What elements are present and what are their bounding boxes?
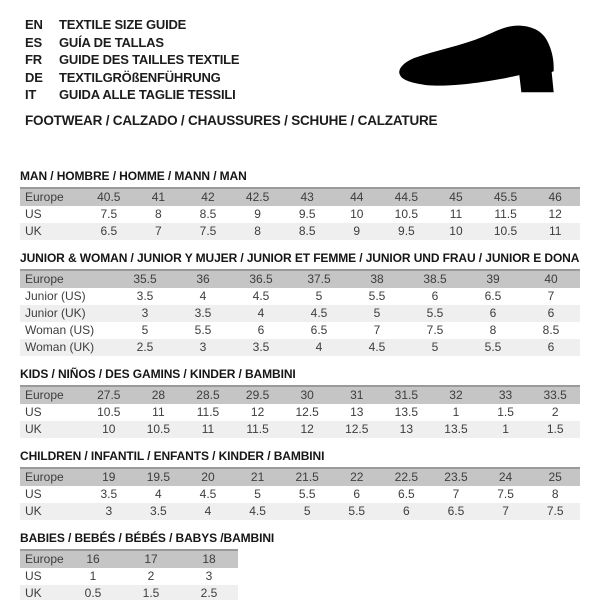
size-cell: 4 <box>199 288 207 303</box>
size-cell: 10 <box>102 421 116 436</box>
size-cell: 3 <box>105 503 113 518</box>
size-cell: 45.5 <box>493 189 518 204</box>
size-cell: 33 <box>498 387 513 402</box>
size-cell: 3 <box>199 339 207 354</box>
size-cell: 9.5 <box>398 223 415 238</box>
language-code: DE <box>25 69 43 85</box>
language-label: GUIDE DES TAILLES TEXTILE <box>59 52 240 67</box>
size-cell: 3.5 <box>194 305 212 320</box>
table-row <box>20 404 580 421</box>
size-cell: 11.5 <box>196 404 220 419</box>
row-label: Europe <box>25 469 64 484</box>
size-cell: 4 <box>204 503 212 518</box>
size-cell: 3.5 <box>252 339 270 354</box>
size-cell: 21.5 <box>295 469 319 484</box>
size-cell: 4.5 <box>199 486 217 501</box>
size-cell: 17 <box>144 551 158 566</box>
size-cell: 12.5 <box>345 421 369 436</box>
size-cell: 6.5 <box>398 486 415 501</box>
size-cell: 5.5 <box>426 305 444 320</box>
size-cell: 8.5 <box>199 206 217 221</box>
size-section-man <box>20 170 580 240</box>
size-cell: 13.5 <box>444 421 468 436</box>
size-cell: 8 <box>489 322 497 337</box>
size-cell: 10 <box>350 206 364 221</box>
size-cell: 42.5 <box>245 189 270 204</box>
size-table <box>20 187 580 240</box>
size-cell: 5.5 <box>194 322 212 337</box>
size-cell: 12.5 <box>295 404 319 419</box>
row-label: UK <box>25 421 42 436</box>
size-cell: 1.5 <box>546 421 564 436</box>
row-label: UK <box>25 223 42 238</box>
size-cell: 7.5 <box>546 503 564 518</box>
size-cell: 28.5 <box>196 387 220 402</box>
size-cell: 6 <box>353 486 361 501</box>
size-cell: 7.5 <box>497 486 514 501</box>
size-table <box>20 385 580 438</box>
table-title: BABIES / BEBÉS / BÉBÉS / BABYS /BAMBINI <box>20 530 275 545</box>
size-cell: 46 <box>548 189 562 204</box>
size-cell: 1 <box>502 421 509 436</box>
size-cell: 5 <box>431 339 439 354</box>
size-cell: 7 <box>373 322 381 337</box>
size-cell: 7.5 <box>199 223 217 238</box>
size-section-kids <box>20 368 580 438</box>
size-cell: 9 <box>254 206 261 221</box>
size-cell: 12 <box>250 404 265 419</box>
size-cell: 16 <box>86 551 100 566</box>
size-cell: 11 <box>548 223 562 238</box>
size-cell: 3 <box>205 568 213 583</box>
size-cell: 5 <box>303 503 311 518</box>
size-cell: 18 <box>202 551 216 566</box>
size-cell: 39 <box>486 271 500 286</box>
size-cell: 13 <box>350 404 364 419</box>
table-row <box>20 305 580 322</box>
size-cell: 6.5 <box>100 223 118 238</box>
table-row <box>20 322 580 339</box>
size-cell: 10.5 <box>146 421 171 436</box>
size-cell: 2.5 <box>136 339 154 354</box>
size-cell: 2 <box>147 568 155 583</box>
size-cell: 5 <box>254 486 261 501</box>
table-row <box>20 550 238 568</box>
table-row <box>20 503 580 520</box>
size-cell: 10 <box>449 223 463 238</box>
size-cell: 25 <box>548 469 562 484</box>
size-cell: 31.5 <box>394 387 419 402</box>
size-tables <box>20 170 580 600</box>
size-cell: 28 <box>151 387 166 402</box>
size-cell: 7 <box>155 223 162 238</box>
row-label: Junior (US) <box>25 288 86 303</box>
size-cell: 6 <box>547 305 555 320</box>
row-label: Woman (US) <box>25 322 95 337</box>
size-cell: 13.5 <box>394 404 419 419</box>
size-cell: 11 <box>449 206 463 221</box>
table-title: CHILDREN / INFANTIL / ENFANTS / KINDER / BAMBINI <box>20 448 325 463</box>
size-cell: 5 <box>373 305 381 320</box>
size-cell: 4 <box>257 305 265 320</box>
table-row <box>20 223 580 240</box>
size-cell: 45 <box>449 189 463 204</box>
size-cell: 20 <box>201 469 215 484</box>
size-cell: 6 <box>403 503 410 518</box>
size-cell: 36.5 <box>249 271 273 286</box>
size-cell: 7.5 <box>426 322 444 337</box>
size-cell: 5.5 <box>298 486 316 501</box>
language-code: FR <box>25 52 42 67</box>
size-cell: 38.5 <box>423 271 447 286</box>
size-cell: 2.5 <box>200 585 218 600</box>
table-row <box>20 568 238 585</box>
table-title: JUNIOR & WOMAN / JUNIOR Y MUJER / JUNIOR ET FEMME / JUNIOR UND FRAU / JUNIOR E DONA <box>20 250 580 265</box>
size-section-children <box>20 450 580 520</box>
size-cell: 22 <box>350 469 364 484</box>
size-cell: 11 <box>201 421 215 436</box>
size-cell: 6 <box>257 322 265 337</box>
size-cell: 7 <box>452 486 460 501</box>
size-cell: 6.5 <box>447 503 465 518</box>
size-cell: 3.5 <box>150 503 167 518</box>
size-cell: 5.5 <box>484 339 502 354</box>
size-cell: 4.5 <box>252 288 270 303</box>
size-cell: 32 <box>449 387 463 402</box>
size-cell: 30 <box>300 387 314 402</box>
size-table <box>20 549 238 600</box>
size-cell: 9.5 <box>298 206 316 221</box>
size-cell: 36 <box>196 271 210 286</box>
size-cell: 10.5 <box>97 404 121 419</box>
size-cell: 10.5 <box>493 223 518 238</box>
size-cell: 7 <box>502 503 509 518</box>
size-table <box>20 467 580 520</box>
language-code: ES <box>25 34 42 50</box>
size-cell: 4.5 <box>249 503 266 518</box>
size-cell: 35.5 <box>133 271 157 286</box>
size-cell: 10.5 <box>394 206 419 221</box>
size-cell: 33.5 <box>543 387 567 402</box>
language-label: GUIDA ALLE TAGLIE TESSILI <box>59 87 236 102</box>
size-cell: 11 <box>152 404 165 419</box>
size-cell: 3 <box>141 305 149 320</box>
size-cell: 1.5 <box>142 585 160 600</box>
row-label: US <box>25 486 42 501</box>
size-cell: 1 <box>89 568 97 583</box>
size-cell: 42 <box>201 189 215 204</box>
size-cell: 38 <box>370 271 384 286</box>
row-label: Europe <box>25 189 64 204</box>
size-cell: 8.5 <box>298 223 316 238</box>
size-cell: 12 <box>300 421 314 436</box>
size-cell: 37.5 <box>307 271 331 286</box>
row-label: US <box>25 404 42 419</box>
row-label: UK <box>25 503 42 518</box>
size-cell: 40 <box>544 271 558 286</box>
table-title: MAN / HOMBRE / HOMME / MANN / MAN <box>20 168 247 183</box>
size-cell: 3.5 <box>100 486 118 501</box>
size-cell: 5.5 <box>368 288 386 303</box>
size-cell: 6 <box>431 288 439 303</box>
size-cell: 40.5 <box>97 189 121 204</box>
size-cell: 11.5 <box>494 206 517 221</box>
size-cell: 31 <box>350 387 364 402</box>
category-line: FOOTWEAR / CALZADO / CHAUSSURES / SCHUHE / CALZATURE <box>25 112 438 128</box>
size-section-junior-woman <box>20 252 580 356</box>
size-cell: 44 <box>350 189 364 204</box>
size-cell: 12 <box>548 206 562 221</box>
size-cell: 8 <box>254 223 261 238</box>
size-cell: 29.5 <box>245 387 270 402</box>
row-label: Europe <box>25 387 64 402</box>
size-cell: 7.5 <box>100 206 118 221</box>
size-cell: 3.5 <box>136 288 154 303</box>
table-row <box>20 288 580 305</box>
size-cell: 1.5 <box>497 404 514 419</box>
size-cell: 8.5 <box>542 322 560 337</box>
size-cell: 8 <box>551 486 559 501</box>
size-cell: 6.5 <box>310 322 328 337</box>
size-cell: 8 <box>155 206 162 221</box>
row-label: Europe <box>25 551 64 566</box>
size-cell: 9 <box>353 223 361 238</box>
size-cell: 6 <box>547 339 555 354</box>
size-cell: 23.5 <box>444 469 468 484</box>
size-cell: 5 <box>315 288 323 303</box>
size-cell: 4.5 <box>368 339 386 354</box>
size-cell: 4 <box>315 339 323 354</box>
size-cell: 1 <box>452 404 460 419</box>
dress-shoe-icon <box>392 22 584 104</box>
size-cell: 11.5 <box>246 421 269 436</box>
row-label: US <box>25 568 42 583</box>
table-row <box>20 206 580 223</box>
size-cell: 43 <box>300 189 314 204</box>
language-label: TEXTILGRÖßENFÜHRUNG <box>59 69 221 85</box>
size-cell: 5 <box>141 322 149 337</box>
row-label: Woman (UK) <box>25 339 95 354</box>
size-cell: 22.5 <box>394 469 419 484</box>
size-cell: 19 <box>102 469 116 484</box>
row-label: UK <box>25 585 42 600</box>
size-cell: 4 <box>155 486 162 501</box>
table-title: KIDS / NIÑOS / DES GAMINS / KINDER / BAMBINI <box>20 366 296 381</box>
table-row <box>20 339 580 356</box>
row-label: Europe <box>25 271 64 286</box>
size-cell: 5.5 <box>348 503 366 518</box>
size-table <box>20 269 580 356</box>
table-row <box>20 188 580 206</box>
table-row <box>20 270 580 288</box>
language-label: TEXTILE SIZE GUIDE <box>59 17 187 32</box>
size-cell: 6.5 <box>484 288 502 303</box>
size-cell: 6 <box>489 305 497 320</box>
row-label: Junior (UK) <box>25 305 86 320</box>
size-cell: 21 <box>250 469 265 484</box>
language-code: EN <box>25 17 43 32</box>
table-row <box>20 585 238 600</box>
size-cell: 7 <box>547 288 555 303</box>
row-label: US <box>25 206 42 221</box>
table-row <box>20 421 580 438</box>
table-row <box>20 386 580 404</box>
size-cell: 13 <box>399 421 414 436</box>
size-cell: 24 <box>498 469 513 484</box>
language-label: GUÍA DE TALLAS <box>59 34 164 50</box>
size-cell: 19.5 <box>146 469 171 484</box>
size-cell: 44.5 <box>394 189 419 204</box>
table-row <box>20 486 580 503</box>
language-code: IT <box>25 87 37 102</box>
table-row <box>20 468 580 486</box>
size-cell: 27.5 <box>97 387 121 402</box>
size-cell: 41 <box>151 189 166 204</box>
size-cell: 4.5 <box>310 305 328 320</box>
size-cell: 2 <box>551 404 559 419</box>
size-section-babies <box>20 532 580 600</box>
size-cell: 0.5 <box>84 585 102 600</box>
